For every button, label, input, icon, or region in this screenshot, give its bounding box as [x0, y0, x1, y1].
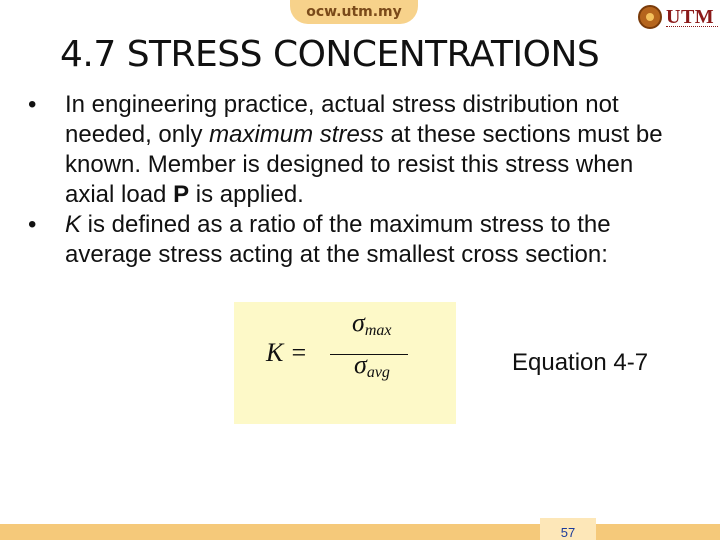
bullet2-emphasis-k: K	[65, 211, 82, 238]
site-url-tab[interactable]	[290, 0, 418, 24]
equation-denominator	[354, 350, 390, 382]
bullet-dot-icon: •	[28, 91, 37, 118]
equation-lhs: K =	[266, 338, 308, 367]
equation-label: Equation 4-7	[512, 349, 649, 376]
slide-title: 4.7 STRESS CONCENTRATIONS	[60, 34, 600, 75]
page-number: 57	[540, 518, 596, 540]
sigma-max-subscript: max	[364, 322, 392, 339]
sigma-max-symbol: σ	[352, 308, 365, 337]
sigma-avg-subscript: avg	[366, 364, 390, 381]
bullet1-bold-load: P	[173, 181, 190, 208]
bullet1-text-b: at these sections must be known. Member is designed to resist this stress when axial load	[65, 121, 663, 208]
bullet-item-2	[28, 210, 688, 270]
utm-logo-subtitle-icon	[666, 26, 718, 30]
bullet-dot-icon: •	[28, 211, 37, 238]
footer-bar	[0, 524, 720, 540]
bullet1-text-c: is applied.	[189, 181, 304, 208]
site-url-text: ocw.utm.my	[306, 4, 402, 20]
bullet-item-1	[28, 90, 688, 210]
sigma-avg-symbol: σ	[354, 350, 367, 379]
utm-logo-text: UTM	[666, 6, 715, 28]
bullet1-text-a: In engineering practice, actual stress distribution not needed, only	[65, 91, 619, 148]
utm-crest-icon	[638, 5, 662, 29]
bullet-list	[28, 90, 688, 270]
equation-numerator	[352, 308, 391, 340]
bullet1-emphasis: maximum stress	[209, 121, 384, 148]
utm-logo	[638, 2, 718, 32]
bullet2-text: is defined as a ratio of the maximum stress to the average stress acting at the smallest cross section:	[65, 211, 611, 268]
